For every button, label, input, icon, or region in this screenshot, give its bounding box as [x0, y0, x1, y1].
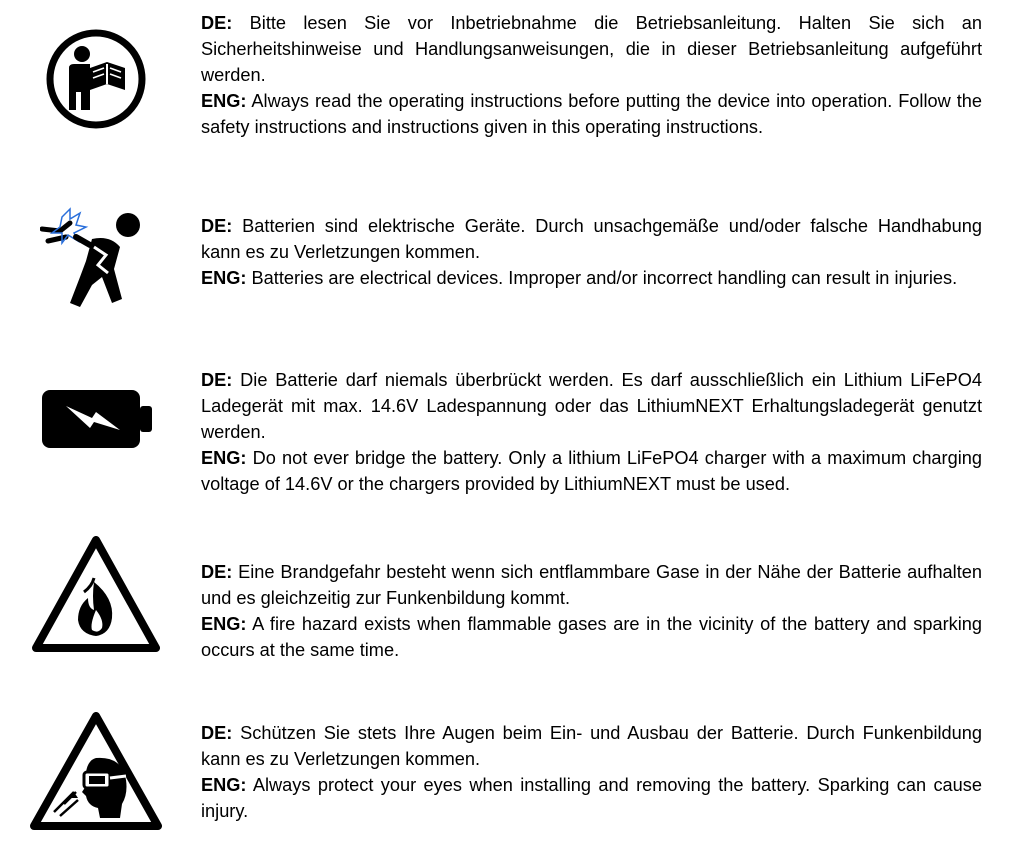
de-label: DE:: [201, 562, 233, 582]
section-text: [201, 720, 982, 824]
de-text: Batterien sind elektrische Geräte. Durch unsachgemäße und/oder falsche Handhabung kann es zu Verletzungen kommen.: [201, 216, 982, 262]
en-paragraph: [201, 88, 982, 140]
battery-bridge-icon: [40, 388, 154, 450]
de-text: Schützen Sie stets Ihre Augen beim Ein- und Ausbau der Batterie. Durch Funkenbildung kann es zu Verletzungen kommen.: [201, 723, 983, 769]
en-paragraph: [201, 265, 982, 291]
de-paragraph: [201, 720, 982, 772]
de-label: DE:: [201, 13, 233, 33]
en-label: ENG:: [201, 91, 247, 111]
de-paragraph: [201, 10, 982, 88]
en-text: Batteries are electrical devices. Improper and/or incorrect handling can result in injuries.: [251, 268, 958, 288]
fire-hazard-icon: [32, 536, 160, 652]
en-label: ENG:: [201, 448, 247, 468]
read-manual-icon: [45, 26, 147, 132]
de-text: Eine Brandgefahr besteht wenn sich entflammbare Gase in der Nähe der Batterie aufhalten und es gleichzeitig zur Funkenbildung kommt.: [201, 562, 982, 608]
de-label: DE:: [201, 370, 233, 390]
de-text: Die Batterie darf niemals überbrückt werden. Es darf ausschließlich ein Lithium LiFePO4 Ladegerät mit max. 14.6V Ladespannung oder das LithiumNEXT Erhaltungsladegerät genutzt werden.: [201, 370, 982, 442]
en-text: Always protect your eyes when installing and removing the battery. Sparking can cause injury.: [201, 775, 982, 821]
en-text: Always read the operating instructions before putting the device into operation. Follow the safety instructions and instructions given in this operating instructions.: [201, 91, 982, 137]
en-text: A fire hazard exists when flammable gases are in the vicinity of the battery and sparking occurs at the same time.: [201, 614, 982, 660]
de-paragraph: [201, 559, 982, 611]
eye-protection-icon: [30, 712, 162, 832]
en-paragraph: [201, 611, 982, 663]
en-label: ENG:: [201, 775, 247, 795]
en-paragraph: [201, 445, 982, 497]
en-text: Do not ever bridge the battery. Only a lithium LiFePO4 charger with a maximum charging voltage of 14.6V or the chargers provided by LithiumNEXT must be used.: [201, 448, 982, 494]
de-text: Bitte lesen Sie vor Inbetriebnahme die Betriebsanleitung. Halten Sie sich an Sicherheitshinweise und Handlungsanweisungen, die in dieser Betriebsanleitung aufgeführt werden.: [201, 13, 982, 85]
de-label: DE:: [201, 723, 233, 743]
electric-shock-icon: [40, 207, 148, 317]
section-text: [201, 213, 982, 291]
en-label: ENG:: [201, 268, 247, 288]
de-paragraph: [201, 213, 982, 265]
section-text: [201, 559, 982, 663]
section-text: [201, 10, 982, 140]
de-paragraph: [201, 367, 982, 445]
en-label: ENG:: [201, 614, 247, 634]
en-paragraph: [201, 772, 982, 824]
de-label: DE:: [201, 216, 233, 236]
section-text: [201, 367, 982, 497]
